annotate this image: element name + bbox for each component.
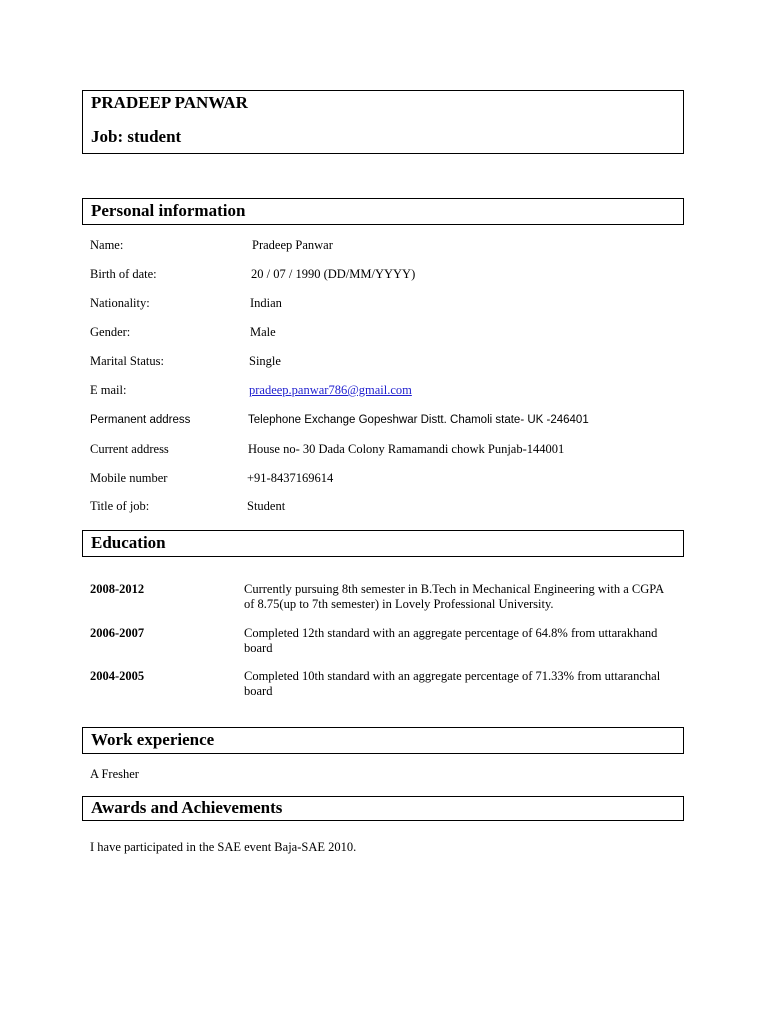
section-education <box>82 530 684 557</box>
email-label: E mail: <box>90 383 127 397</box>
section-personal-information <box>82 198 684 225</box>
nationality-value: Indian <box>250 296 282 310</box>
education-description: Completed 12th standard with an aggregate percentage of 64.8% from uttarakhand board <box>244 626 658 655</box>
mobile-number-label: Mobile number <box>90 471 168 485</box>
section-awards <box>82 796 684 821</box>
permanent-address-label: Permanent address <box>90 414 191 426</box>
job-title-value: Student <box>247 499 286 513</box>
education-years: 2006-2007 <box>90 626 145 640</box>
marital-status-value: Single <box>249 354 281 368</box>
education-years: 2004-2005 <box>90 669 145 683</box>
section-heading: Awards and Achievements <box>91 798 283 817</box>
mobile-number-value: +91-8437169614 <box>247 471 334 485</box>
current-address-label: Current address <box>90 442 169 456</box>
name-label: Name: <box>90 238 124 252</box>
job-title: Job: student <box>91 127 182 146</box>
name-value: Pradeep Panwar <box>252 238 333 252</box>
email-link[interactable]: pradeep.panwar786@gmail.com <box>249 383 412 397</box>
section-heading: Work experience <box>91 730 215 749</box>
job-title-label: Title of job: <box>90 499 150 513</box>
work-experience-text: A Fresher <box>90 767 139 781</box>
section-heading: Education <box>91 533 166 552</box>
education-years: 2008-2012 <box>90 582 145 596</box>
birth-date-label: Birth of date: <box>90 267 157 281</box>
awards-text: I have participated in the SAE event Baja-SAE 2010. <box>90 840 357 854</box>
education-description: Currently pursuing 8th semester in B.Tech in Mechanical Engineering with a CGPA of 8.75(up to 7th semester) in Lovely Professional University. <box>244 582 664 611</box>
education-description: Completed 10th standard with an aggregate percentage of 71.33% from uttaranchal board <box>244 669 661 698</box>
gender-label: Gender: <box>90 325 131 339</box>
section-work-experience <box>82 727 684 754</box>
current-address-value: House no- 30 Dada Colony Ramamandi chowk Punjab-144001 <box>248 442 565 456</box>
marital-status-label: Marital Status: <box>90 354 164 368</box>
birth-date-value: 20 / 07 / 1990 (DD/MM/YYYY) <box>251 267 416 281</box>
permanent-address-value: Telephone Exchange Gopeshwar Distt. Chamoli state- UK -246401 <box>248 414 589 426</box>
header-box <box>82 90 684 154</box>
gender-value: Male <box>250 325 276 339</box>
nationality-label: Nationality: <box>90 296 150 310</box>
section-heading: Personal information <box>91 201 246 220</box>
candidate-name: PRADEEP PANWAR <box>91 93 248 112</box>
